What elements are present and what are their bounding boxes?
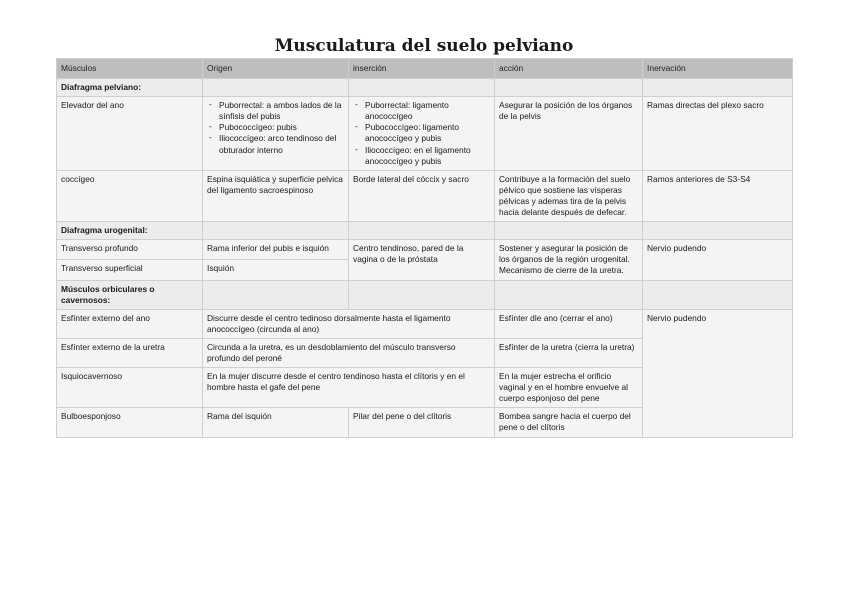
list-item: - Iliococcígeo: en el ligamento anococcígeo y pubis bbox=[365, 145, 490, 167]
insercion-cell: Borde lateral del cóccix y sacro bbox=[349, 170, 495, 221]
section-row-pelvic bbox=[57, 79, 793, 97]
inervacion-cell: Ramas directas del plexo sacro bbox=[643, 97, 793, 171]
page-title: Musculatura del suelo pelviano bbox=[274, 36, 574, 56]
origen-insercion-cell: En la mujer discurre desde el centro tendinoso hasta el clítoris y en el hombre hasta el gafe del pene bbox=[203, 368, 495, 408]
muscle-name: Isquiocavernoso bbox=[57, 368, 203, 408]
origen-insercion-cell: Circunda a la uretra, es un desdoblamiento del músculo transverso profundo del peroné bbox=[203, 338, 495, 367]
accion-cell: En la mujer estrecha el orificio vaginal y en el hombre envuelve al cuerpo esponjoso del pene bbox=[495, 368, 643, 408]
origen-list bbox=[207, 100, 344, 155]
list-item: - Pubococcígeo: pubis bbox=[219, 122, 344, 133]
table-row bbox=[57, 309, 793, 338]
list-item: - Puborrectal: a ambos lados de la sínfisis del pubis bbox=[219, 100, 344, 122]
insercion-cell: Centro tendinoso, pared de la vagina o de la próstata bbox=[349, 240, 495, 280]
accion-cell: Esfínter de la uretra (cierra la uretra) bbox=[495, 338, 643, 367]
muscle-name: Esfínter externo de la uretra bbox=[57, 338, 203, 367]
muscle-name: Bulboesponjoso bbox=[57, 408, 203, 437]
accion-cell: Esfínter dle ano (cerrar el ano) bbox=[495, 309, 643, 338]
header-inervacion: Inervación bbox=[643, 59, 793, 79]
table-header-row bbox=[57, 59, 793, 79]
list-item: - Puborrectal: ligamento anococcígeo bbox=[365, 100, 490, 122]
accion-cell: Sostener y asegurar la posición de los órganos de la región urogenital. Mecanismo de cierre de la uretra. bbox=[495, 240, 643, 280]
inervacion-cell: Nervio pudendo bbox=[643, 240, 793, 280]
origen-cell: Espina isquiática y superficie pelvica del ligamento sacroespinoso bbox=[203, 170, 349, 221]
table-row bbox=[57, 170, 793, 221]
muscle-name: coccígeo bbox=[57, 170, 203, 221]
list-item: - Iliococcígeo: arco tendinoso del obturador interno bbox=[219, 133, 344, 155]
inervacion-cell: Ramos anteriores de S3-S4 bbox=[643, 170, 793, 221]
muscle-name: Elevador del ano bbox=[57, 97, 203, 171]
origen-cell bbox=[203, 97, 349, 171]
header-insercion: inserción bbox=[349, 59, 495, 79]
origen-cell: Isquión bbox=[203, 260, 349, 280]
insercion-cell: Pilar del pene o del clítoris bbox=[349, 408, 495, 437]
section-label: Diafragma urogenital: bbox=[57, 222, 203, 240]
muscle-name: Esfínter externo del ano bbox=[57, 309, 203, 338]
muscle-table bbox=[56, 58, 793, 438]
table-row bbox=[57, 240, 793, 260]
section-row-orbicular bbox=[57, 280, 793, 309]
origen-insercion-cell: Discurre desde el centro tedinoso dorsalmente hasta el ligamento anococcígeo (circunda al ano) bbox=[203, 309, 495, 338]
section-row-urogenital bbox=[57, 222, 793, 240]
header-accion: acción bbox=[495, 59, 643, 79]
accion-cell: Contribuye a la formación del suelo pélvico que sostiene las vísperas pélvicas y ademas tira de la pelvis hacia delante después de defecar. bbox=[495, 170, 643, 221]
section-label: Músculos orbiculares o cavernosos: bbox=[57, 280, 203, 309]
muscle-name: Transverso profundo bbox=[57, 240, 203, 260]
header-origen: Origen bbox=[203, 59, 349, 79]
accion-cell: Asegurar la posición de los órganos de la pelvis bbox=[495, 97, 643, 171]
insercion-list bbox=[353, 100, 490, 167]
section-label: Diafragma pelviano: bbox=[57, 79, 203, 97]
insercion-cell bbox=[349, 97, 495, 171]
table-row bbox=[57, 97, 793, 171]
muscle-name: Transverso superficial bbox=[57, 260, 203, 280]
header-musculos: Músculos bbox=[57, 59, 203, 79]
inervacion-cell: Nervio pudendo bbox=[643, 309, 793, 437]
list-item: - Pubococcígeo: ligamento anococcígeo y pubis bbox=[365, 122, 490, 144]
origen-cell: Rama del isquión bbox=[203, 408, 349, 437]
accion-cell: Bombea sangre hacia el cuerpo del pene o del clítoris bbox=[495, 408, 643, 437]
origen-cell: Rama inferior del pubis e isquión bbox=[203, 240, 349, 260]
